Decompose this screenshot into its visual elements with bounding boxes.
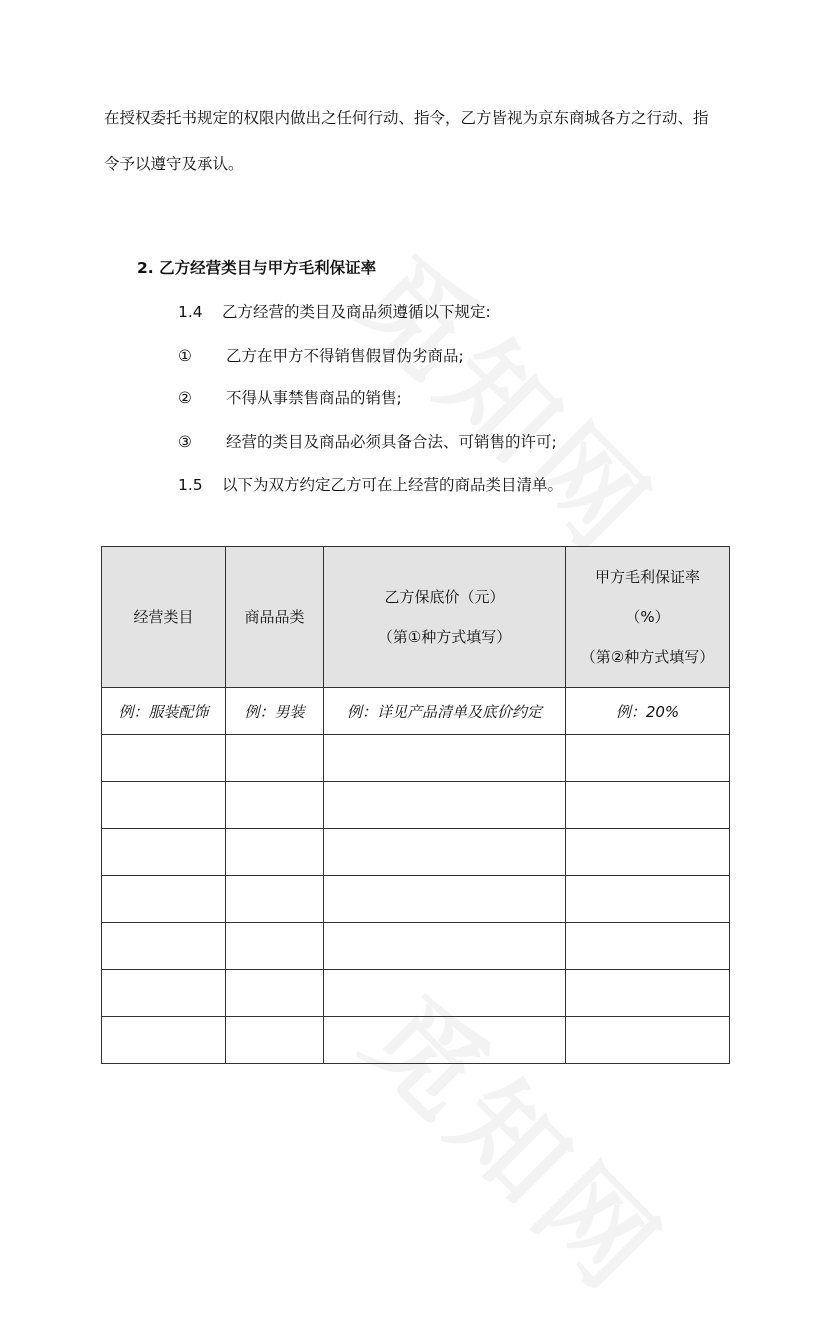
- table-cell: 例：详见产品清单及底价约定: [324, 688, 566, 735]
- table-header-row: [102, 547, 730, 688]
- table-cell: [324, 735, 566, 782]
- table-cell: [324, 923, 566, 970]
- rule-text: 不得从事禁售商品的销售;: [226, 389, 402, 407]
- table-cell: [102, 923, 226, 970]
- table-cell: [102, 876, 226, 923]
- intro-line-2: 令予以遵守及承认。: [104, 155, 244, 173]
- table-cell: 例：20%: [566, 688, 730, 735]
- rule-item: [178, 386, 402, 408]
- table-cell: [324, 970, 566, 1017]
- table-cell: [324, 782, 566, 829]
- table-row: [102, 970, 730, 1017]
- table-cell: [102, 1017, 226, 1064]
- clause-number: 1.4: [178, 303, 203, 321]
- table-cell: [226, 970, 324, 1017]
- clause-number: 1.5: [178, 476, 203, 494]
- table-row-example: [102, 688, 730, 735]
- table-cell: [226, 829, 324, 876]
- table-cell: [226, 923, 324, 970]
- section-heading: 2. 乙方经营类目与甲方毛利保证率: [137, 259, 377, 277]
- rule-text: 乙方在甲方不得销售假冒伪劣商品;: [226, 347, 464, 365]
- table-cell: [226, 735, 324, 782]
- intro-line-1: 在授权委托书规定的权限内做出之任何行动、指令，乙方皆视为京东商城各方之行动、指: [104, 109, 709, 127]
- table-cell: [226, 876, 324, 923]
- table-cell: [324, 1017, 566, 1064]
- table-cell: [566, 876, 730, 923]
- table-row: [102, 923, 730, 970]
- table-row: [102, 1017, 730, 1064]
- clause-text: 乙方经营的类目及商品须遵循以下规定:: [222, 303, 491, 321]
- table-cell: [566, 1017, 730, 1064]
- header-margin-rate: 甲方毛利保证率 （%） （第②种方式填写）: [566, 547, 730, 688]
- table-cell: [566, 923, 730, 970]
- table-row: [102, 876, 730, 923]
- table-cell: 例：男装: [226, 688, 324, 735]
- rule-text: 经营的类目及商品必须具备合法、可销售的许可;: [226, 433, 557, 451]
- rule-item: [178, 430, 557, 452]
- table-cell: [566, 735, 730, 782]
- table-cell: [566, 829, 730, 876]
- rule-item: [178, 344, 464, 366]
- table-cell: 例：服装配饰: [102, 688, 226, 735]
- table-cell: [102, 970, 226, 1017]
- table-cell: [324, 829, 566, 876]
- table-cell: [102, 829, 226, 876]
- table-row: [102, 735, 730, 782]
- rule-marker: ③: [178, 433, 192, 451]
- table-row: [102, 829, 730, 876]
- header-product-type: 商品品类: [226, 547, 324, 688]
- clause-1-4: [178, 300, 491, 322]
- table-cell: [566, 782, 730, 829]
- rule-marker: ①: [178, 347, 192, 365]
- category-table: [101, 546, 730, 1064]
- table-cell: [324, 876, 566, 923]
- rule-marker: ②: [178, 389, 192, 407]
- table-cell: [226, 782, 324, 829]
- clause-text: 以下为双方约定乙方可在上经营的商品类目清单。: [222, 476, 564, 494]
- table-cell: [566, 970, 730, 1017]
- table-cell: [226, 1017, 324, 1064]
- table-cell: [102, 735, 226, 782]
- header-category: 经营类目: [102, 547, 226, 688]
- clause-1-5: [178, 473, 563, 495]
- table-row: [102, 782, 730, 829]
- header-floor-price: 乙方保底价（元） （第①种方式填写）: [324, 547, 566, 688]
- table-cell: [102, 782, 226, 829]
